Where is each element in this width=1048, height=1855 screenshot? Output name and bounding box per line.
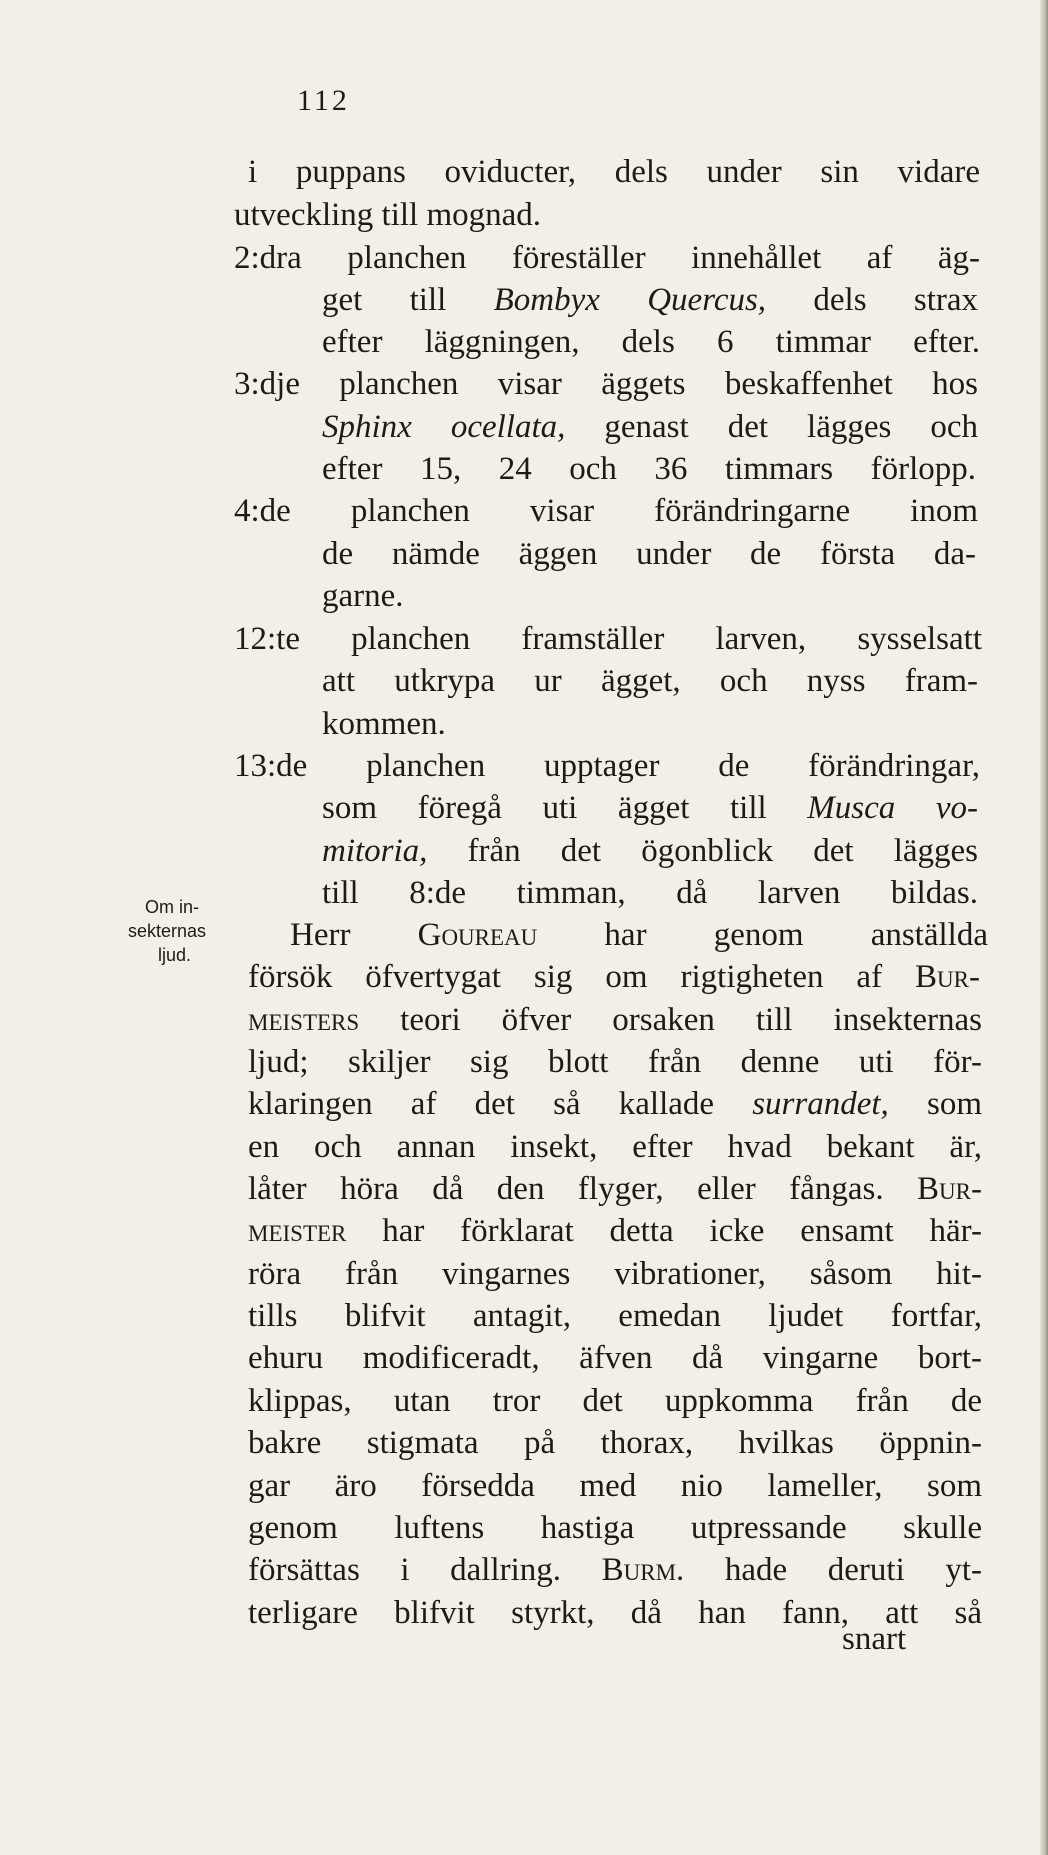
text-segment: försök öfvertygat sig om rigtigheten af [248, 959, 916, 995]
text-segment: från det ögonblick det lägges [427, 833, 978, 869]
text-segment: tills blifvit antagit, emedan ljudet fortfar, [248, 1298, 982, 1334]
text-line [248, 1465, 982, 1507]
text-segment: Bombyx Quercus, [493, 282, 767, 318]
text-segment: en och annan insekt, efter hvad bekant är, [248, 1129, 982, 1165]
text-segment: har förklarat detta icke ensamt här- [346, 1213, 982, 1249]
text-segment: bakre stigmata på thorax, hvilkas öppnin- [248, 1425, 982, 1461]
text-line [248, 1083, 982, 1125]
text-segment: get till [322, 282, 494, 318]
text-line [234, 194, 541, 236]
text-segment: teori öfver orsaken till insekternas [359, 1002, 982, 1038]
text-segment: Sphinx ocellata, [322, 409, 566, 445]
text-segment: försättas i dallring. [248, 1552, 602, 1588]
text-line [234, 490, 978, 532]
page-edge [1040, 0, 1048, 1855]
margin-note-1: Om in- [145, 897, 199, 917]
text-segment: 13:de planchen upptager de förändringar, [234, 748, 980, 784]
text-segment: terligare blifvit styrkt, då han fann, att så [248, 1595, 982, 1631]
text-segment: 4:de planchen visar förändringarne inom [234, 493, 978, 529]
text-line [322, 660, 978, 702]
text-line [248, 1507, 982, 1549]
text-segment: surrandet, [752, 1086, 889, 1122]
text-segment: Herr [290, 917, 418, 953]
text-line [248, 1126, 982, 1168]
text-segment: utveckling till mognad. [234, 197, 542, 233]
text-line [248, 1380, 982, 1422]
text-segment: mitoria, [322, 833, 428, 869]
text-line [248, 1210, 982, 1252]
text-line [248, 1422, 982, 1464]
text-segment: klippas, utan tror det uppkomma från de [248, 1383, 982, 1419]
catchword: snart [842, 1621, 907, 1657]
text-segment: genast det lägges och [565, 409, 978, 445]
text-line [234, 618, 982, 660]
text-segment: efter läggningen, dels 6 timmar efter. [322, 324, 980, 360]
text-segment: ljud; skiljer sig blott från denne uti för- [248, 1044, 982, 1080]
text-line [248, 1168, 982, 1210]
text-line [248, 151, 980, 193]
margin-note-3: ljud. [158, 945, 192, 965]
text-segment: 2:dra planchen föreställer innehållet af äg- [234, 240, 980, 276]
text-segment: genom luftens hastiga utpressande skulle [248, 1510, 982, 1546]
text-segment: 12:te planchen framställer larven, sysselsatt [234, 621, 982, 657]
text-segment: som föregå uti ägget till [322, 790, 808, 826]
text-line [248, 1295, 982, 1337]
text-segment: 3:dje planchen visar äggets beskaffenhet hos [234, 366, 978, 402]
text-segment: Bur- [915, 959, 980, 995]
text-segment: kommen. [322, 706, 446, 742]
text-line [322, 321, 980, 363]
text-segment: låter höra då den flyger, eller fångas. [248, 1171, 918, 1207]
text-segment: de nämde äggen under de första da- [322, 536, 976, 572]
text-segment: hade deruti yt- [684, 1552, 982, 1588]
text-segment: Burm. [601, 1552, 685, 1588]
text-segment: röra från vingarnes vibrationer, såsom hit- [248, 1256, 982, 1292]
text-segment: gar äro försedda med nio lameller, som [248, 1468, 982, 1504]
text-segment: ehuru modificeradt, äfven då vingarne bort- [248, 1340, 982, 1376]
text-segment: har genom anställda [537, 917, 988, 953]
text-line [248, 1041, 982, 1083]
text-line [322, 406, 978, 448]
text-segment: klaringen af det så kallade [248, 1086, 753, 1122]
text-line [248, 956, 980, 998]
text-line [322, 533, 976, 575]
page-number: 112 [297, 84, 350, 117]
text-segment: Bur- [917, 1171, 982, 1207]
text-line [322, 830, 978, 872]
text-line [322, 787, 978, 829]
text-line [290, 914, 988, 956]
text-line [234, 363, 978, 405]
margin-note-2: sekternas [128, 921, 207, 941]
text-segment: till 8:de timman, då larven bildas. [322, 875, 978, 911]
text-line [322, 279, 978, 321]
text-line [248, 1253, 982, 1295]
text-line [322, 575, 404, 617]
text-line [248, 1337, 982, 1379]
text-segment: Goureau [417, 917, 538, 953]
text-segment: meister [248, 1213, 347, 1249]
text-line [322, 703, 446, 745]
text-segment: dels strax [766, 282, 978, 318]
text-line [248, 1549, 982, 1591]
text-line [248, 999, 982, 1041]
text-segment: Musca vo- [807, 790, 978, 826]
text-line [234, 745, 980, 787]
text-line [322, 448, 976, 490]
text-segment: i puppans oviducter, dels under sin vidare [248, 154, 980, 190]
text-segment: att utkrypa ur ägget, och nyss fram- [322, 663, 978, 699]
text-segment: som [888, 1086, 982, 1122]
text-segment: garne. [322, 578, 404, 614]
text-segment: meisters [248, 1002, 360, 1038]
text-line [322, 872, 978, 914]
text-line [234, 237, 980, 279]
text-segment: efter 15, 24 och 36 timmars förlopp. [322, 451, 976, 487]
